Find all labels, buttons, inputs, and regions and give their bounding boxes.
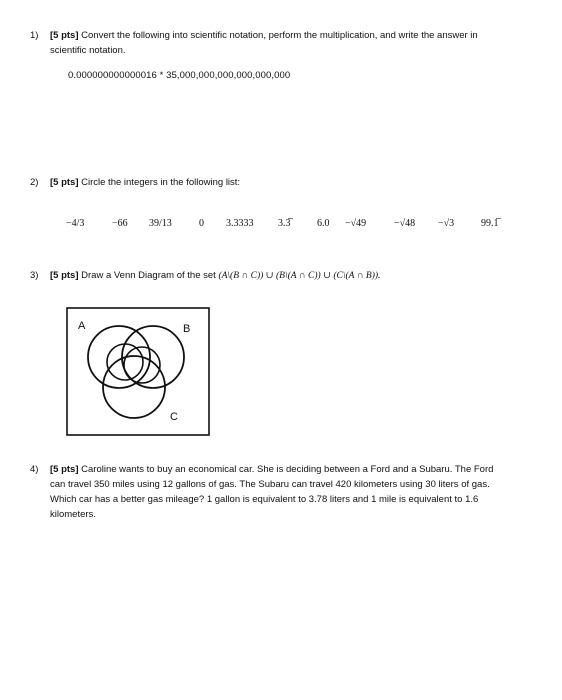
list-item[interactable]: 99.1̅ (481, 218, 499, 229)
points-label: [5 pts] (50, 177, 79, 188)
question-number: 3) (30, 270, 39, 281)
list-item[interactable]: −√49 (345, 218, 367, 229)
venn-label-a: A (78, 320, 86, 332)
question-text (50, 175, 500, 190)
list-item[interactable]: 39/13 (149, 218, 172, 229)
question-number: 2) (30, 177, 39, 188)
set-expression: (A\(B ∩ C)) ∪ (B\(A ∩ C)) ∪ (C\(A ∩ B)). (218, 271, 381, 281)
question-prompt: Caroline wants to buy an economical car. She is deciding between a Ford and a Subaru. The Ford can travel 350 miles using 12 gallons of gas. The Subaru can travel 420 kilometers using 30 liters of gas. Which car has a better gas mileage? 1 gallon is equivalent to 3.78 liters and 1 mile is equivalent to 1.6 kilometers. (50, 464, 494, 520)
question-3 (30, 268, 500, 284)
points-label: [5 pts] (50, 30, 79, 41)
question-1 (30, 28, 500, 58)
venn-label-b: B (183, 323, 191, 335)
venn-label-c: C (170, 411, 178, 423)
list-item[interactable]: 0 (199, 218, 204, 229)
question-text (50, 268, 500, 284)
question-text (50, 28, 500, 58)
list-item[interactable]: 3.3333 (226, 218, 254, 229)
question-prompt: Circle the integers in the following list: (81, 177, 241, 188)
list-item[interactable]: −√3 (438, 218, 455, 229)
question-prompt: Draw a Venn Diagram of the set (81, 270, 219, 281)
question-prompt: Convert the following into scientific notation, perform the multiplication, and write the answer in scientific notation. (50, 30, 478, 56)
points-label: [5 pts] (50, 270, 79, 281)
q1-expression: 0.000000000000016 * 35,000,000,000,000,000,000 (68, 70, 291, 81)
question-number: 1) (30, 30, 39, 41)
list-item[interactable]: −4/3 (66, 218, 85, 229)
question-text (50, 462, 500, 522)
question-number: 4) (30, 464, 39, 475)
list-item[interactable]: 6.0 (317, 218, 330, 229)
question-4 (30, 462, 500, 522)
venn-diagram (66, 307, 210, 437)
list-item[interactable]: −√48 (394, 218, 416, 229)
question-2 (30, 175, 500, 190)
points-label: [5 pts] (50, 464, 79, 475)
list-item[interactable]: −66 (112, 218, 128, 229)
list-item[interactable]: 3.3̅ (278, 218, 291, 229)
